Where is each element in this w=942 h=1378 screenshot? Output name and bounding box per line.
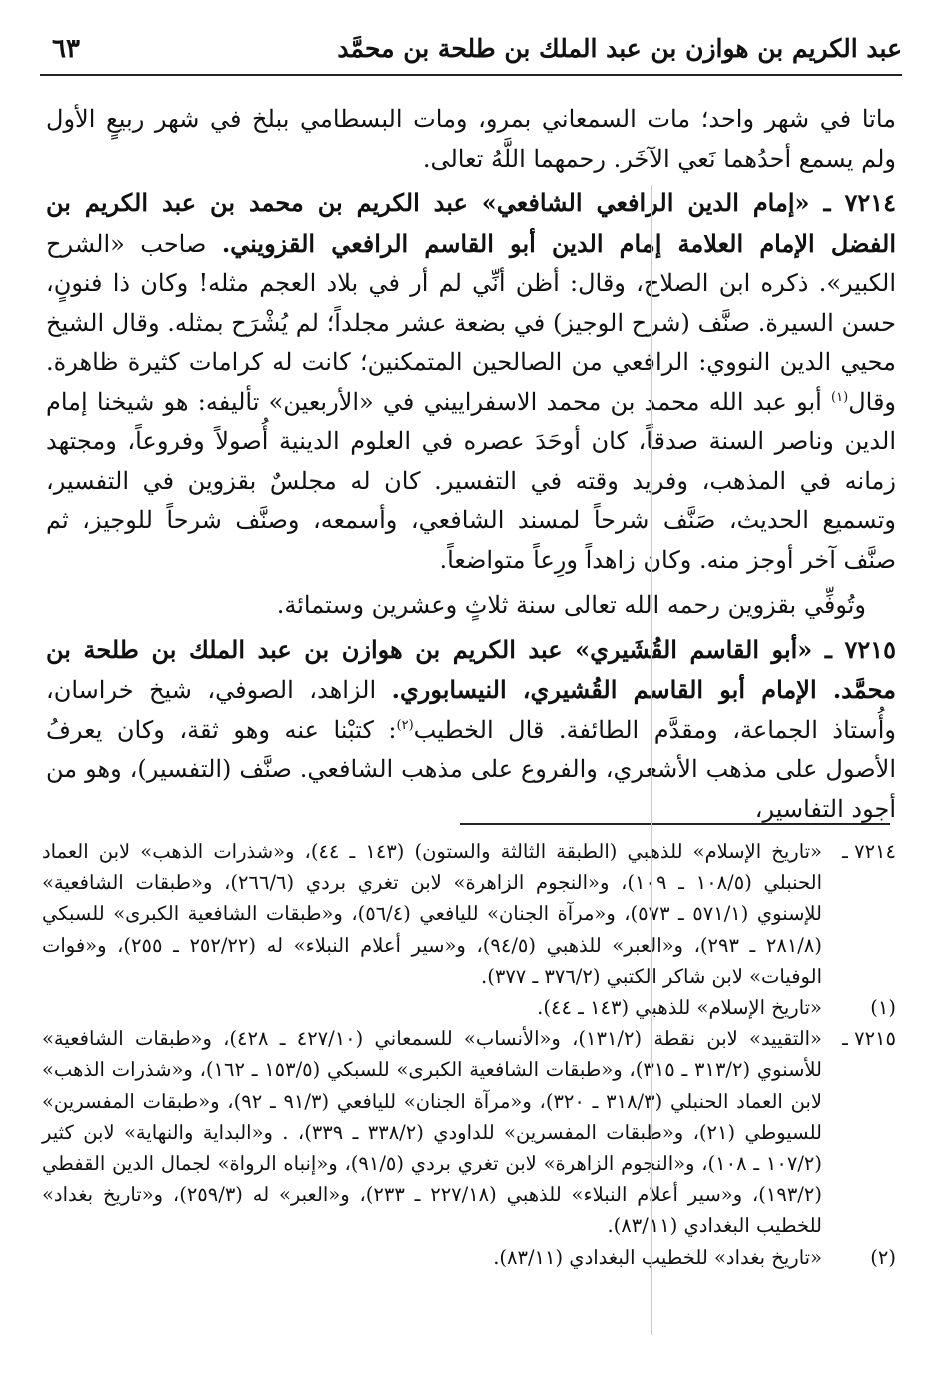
biography-entry-7215 — [46, 630, 896, 830]
entry-text: : كتبْنا عنه وهو ثقة، وكان يعرفُ الأصول على مذهب الأشعري، والفروع على مذهب الشافعي. صنَّف (التفسير)، وهو من أجود التفاسير، — [46, 715, 896, 823]
footnote-ref[interactable]: (٢) — [396, 717, 414, 733]
footnote-text: «تاريخ الإسلام» للذهبي (١٤٣ ـ ٤٤). — [537, 996, 822, 1020]
footnote-label: (١) — [870, 996, 896, 1020]
biography-entry-7214 — [46, 183, 896, 580]
footnote-label: ٧٢١٥ ـ — [842, 1027, 896, 1051]
entry-heading: ٧٢١٥ ـ «أبو القاسم القُشَيري» عبد الكريم بن هوازن بن عبد الملك بن طلحة بن محمَّد. الإمام أبو القاسم القُشيري، النيسابوري. — [46, 634, 897, 704]
scan-fold-line — [651, 185, 652, 1335]
running-title: عبد الكريم بن هوازن بن عبد الملك بن طلحة بن محمَّد — [337, 34, 902, 63]
main-text — [46, 100, 896, 829]
footnote-7215 — [42, 1023, 896, 1241]
entry-text: الزاهد، الصوفي، شيخ خراسان، وأُستاذ الجماعة، ومقدَّم الطائفة. قال الخطيب — [46, 676, 896, 744]
page-number: ٦٣ — [52, 34, 80, 64]
footnote-ref[interactable]: (١) — [831, 389, 849, 405]
footnote-text: «التقييد» لابن نقطة (١٣١/٢)، و«الأنساب» للسمعاني (٤٢٧/١٠ ـ ٤٢٨)، و«طبقات الشافعية» للأسنوي (٣١٣/٢ ـ ٣١٥)، و«طبقات الشافعية الكبرى» للسبكي (١٥٣/٥ ـ ١٦٢)، و«شذرات الذهب» لابن العماد الحنبلي (٣١٨/٣ ـ ٣٢٠)، و«مرآة الجنان» لليافعي (٩١/٣ ـ ٩٢)، و«طبقات المفسرين» للسيوطي (٢١)، و«طبقات المفسرين» للداودي (٣٣٨/٢ ـ ٣٣٩)، . و«البداية والنهاية» لابن كثير (١٠٧/٢ ـ ١٠٨)، و«النجوم الزاهرة» لابن تغري بردي (٩١/٥)، و«إنباه الرواة» لجمال الدين القفطي (١٩٣/٢)، و«سير أعلام النبلاء» للذهبي (٢٢٧/١٨ ـ ٢٣٣)، و«العبر» له (٢٥٩/٣)، و«تاريخ بغداد» للخطيب البغدادي (٨٣/١١). — [42, 1027, 822, 1238]
footnote-text: «تاريخ بغداد» للخطيب البغدادي (٨٣/١١). — [493, 1245, 822, 1269]
footnote-label: (٢) — [870, 1245, 896, 1269]
footnote-label: ٧٢١٤ ـ — [842, 840, 896, 863]
footnote-separator — [460, 823, 890, 825]
death-note: وتُوفِّي بقزوين رحمه الله تعالى سنة ثلاثٍ وعشرين وستمائة. — [276, 591, 866, 619]
footnote-1 — [42, 992, 896, 1023]
running-header — [40, 30, 902, 76]
footnotes — [42, 836, 896, 1273]
footnote-7214 — [42, 836, 896, 992]
entry-text: أبو عبد الله محمد بن محمد الاسفراييني في «الأربعين» تأليفه: هو شيخنا إمام الدين وناصر السنة صدقاً، كان أوحَدَ عصره في العلوم الدينية أُصولاً وفروعاً، ومجتهد زمانه في المذهب، وفريد وقته في التفسير. كان له مجلسٌ بقزوين في التفسير، وتسميع الحديث، صَنَّف شرحاً لمسند الشافعي، وأسمعه، وصنَّف شرحاً للوجيز، ثم صنَّف آخر أوجز منه. وكان زاهداً ورِعاً متواضعاً. — [46, 387, 896, 574]
footnote-2 — [42, 1242, 896, 1273]
entry-heading: ٧٢١٤ ـ «إمام الدين الرافعي الشافعي» عبد الكريم بن محمد بن عبد الكريم بن الفضل الإمام العلامة إمام الدين أبو القاسم الرافعي القزويني. — [46, 188, 896, 258]
entry-text: صاحب «الشرح الكبير». ذكره ابن الصلاح، وقال: أظن أنِّي لم أر في بلاد العجم مثله! وكان ذا فنونٍ، حسن السيرة. صنَّف (شرح الوجيز) في بضعة عشر مجلداً؛ لم يُشْرَح بمثله. وقال الشيخ محيي الدين النووي: الرافعي من الصالحين المتمكنين؛ كانت له كرامات كثيرة ظاهرة. وقال — [46, 229, 896, 416]
paragraph-continuation: ماتا في شهر واحد؛ مات السمعاني بمرو، ومات البسطامي ببلخ في شهر ربيعٍ الأول ولم يسمع أحدُهما نَعي الآخَر. رحمهما اللَّهُ تعالى. — [46, 105, 896, 173]
footnote-text: «تاريخ الإسلام» للذهبي (الطبقة الثالثة والستون) (١٤٣ ـ ٤٤)، و«شذرات الذهب» لابن العماد الحنبلي (١٠٨/٥ ـ ١٠٩)، و«النجوم الزاهرة» لابن تغري بردي (٢٦٦/٦)، و«طبقات الشافعية» للإسنوي (٥٧١/١ ـ ٥٧٣)، و«مرآة الجنان» لليافعي (٥٦/٤)، و«طبقات الشافعية الكبرى» للسبكي (٢٨١/٨ ـ ٢٩٣)، و«العبر» للذهبي (٩٤/٥)، و«سير أعلام النبلاء» له (٢٥٢/٢٢ ـ ٢٥٥)، و«فوات الوفيات» لابن شاكر الكتبي (٣٧٦/٢ ـ ٣٧٧). — [42, 840, 822, 988]
